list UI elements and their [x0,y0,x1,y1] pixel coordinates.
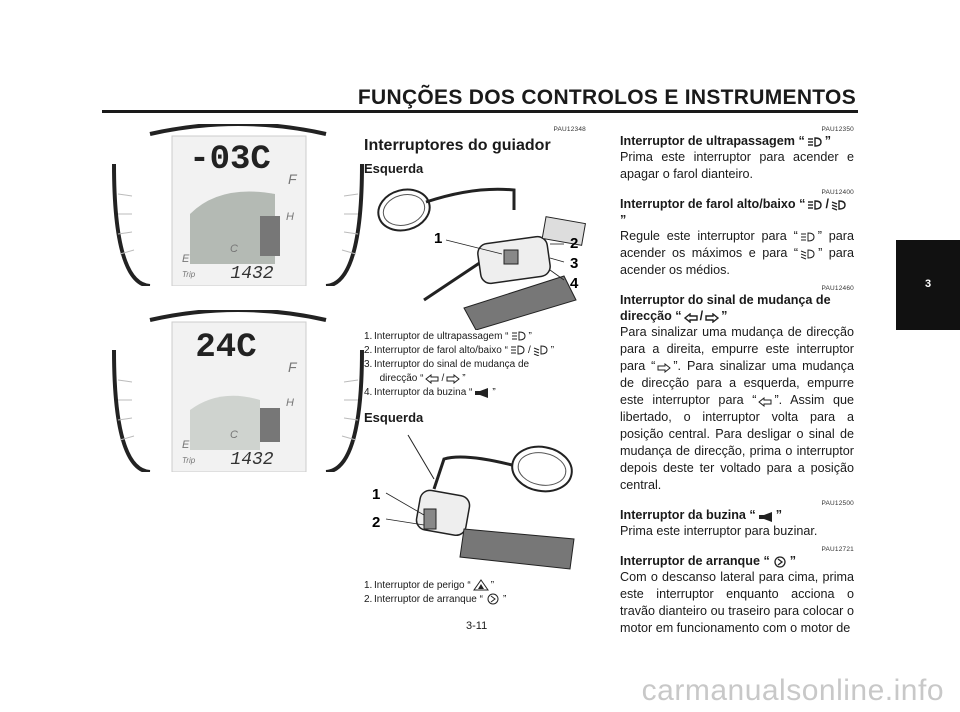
block-title: Interruptor de farol alto/baixo “ /” [620,196,854,228]
turn-right-icon [705,313,719,323]
low-beam-icon [800,248,816,260]
temperature-readout: -03C [189,141,271,179]
temp-cold-label: C [230,429,238,441]
horn-icon [758,512,774,522]
low-beam-icon [831,199,847,211]
right-handlebar-figure [364,429,586,579]
block-title: Interruptor da buzina “ ” [620,508,783,522]
block-body: Prima este interruptor para buzinar. [620,524,818,538]
block-title: Interruptor de ultrapassagem “ ” [620,134,832,148]
left-switches-title: Esquerda [364,161,424,176]
high-beam-icon [807,199,823,211]
headlight-flash-icon [807,136,823,148]
trip-label: Trip [182,456,196,465]
block-title: Interruptor de arranque “ ” [620,554,797,568]
block-body: Regule este interruptor para “ ” para acender os máximos e para “ ” para acender os médios. [620,229,854,277]
horn-switch-block [620,500,854,540]
high-beam-icon [800,231,816,243]
header-rule [102,110,858,113]
trip-value: 1432 [230,450,274,470]
trip-value: 1432 [230,264,274,284]
start-icon [772,556,788,568]
block-title: Interruptor do sinal de mudança de direcção “ / ” [620,293,831,323]
caption-item: 2. Interruptor de farol alto/baixo “ / ” [364,345,555,356]
callout-1: 1 [372,486,381,503]
handlebar-switches-section [364,126,586,607]
turn-right-icon [657,363,671,373]
block-code: PAU12400 [821,189,854,196]
turn-left-icon [425,374,439,384]
start-icon [485,593,501,605]
hazard-icon [473,579,489,591]
callout-4: 4 [570,275,579,292]
callout-2: 2 [372,514,381,531]
turn-signal-block [620,285,854,494]
horn-icon [474,388,490,398]
dimmer-switch-block [620,189,854,279]
left-handlebar-figure [364,180,586,330]
callout-2: 2 [570,235,579,252]
headlight-flash-icon [511,330,527,342]
block-body: Com o descanso lateral para cima, prima este interruptor enquanto acciona o travão dianteiro ou traseiro para colocar o motor em funcionamento com o motor de [620,570,854,635]
turn-left-icon [758,397,772,407]
section-code: PAU12348 [553,126,586,133]
figure1-captions [364,330,586,400]
right-switches-title: Esquerda [364,410,424,425]
caption-item: 1. Interruptor de ultrapassagem “ ” [364,331,532,342]
switch-descriptions [620,126,854,643]
watermark: carmanualsonline.info [641,674,944,707]
dashboard-illustration-top [110,124,366,286]
callout-1: 1 [434,230,443,247]
temp-hot-label: H [286,211,294,223]
page-number: 3-11 [466,620,488,632]
turn-right-icon [446,374,460,384]
fuel-full-label: F [288,359,297,375]
fuel-empty-label: E [182,253,190,265]
chapter-tab [896,240,960,330]
block-code: PAU12350 [821,126,854,133]
temp-cold-label: C [230,243,238,255]
temperature-readout: 24C [195,329,257,367]
trip-label: Trip [182,270,196,279]
high-beam-icon [510,344,526,356]
caption-item: 2. Interruptor de arranque “ ” [364,594,507,605]
block-code: PAU12500 [821,500,854,507]
low-beam-icon [533,344,549,356]
start-switch-block [620,546,854,637]
block-code: PAU12721 [821,546,854,553]
fuel-empty-label: E [182,439,190,451]
caption-item: 3. Interruptor do sinal de mudança de direcção “ / ” [364,359,530,384]
block-body: Para sinalizar uma mudança de direcção para a direita, empurre este interruptor para “ ”. Para sinalizar uma mudança de direcção para a esquerda, empurre este interruptor para “ ”. Assim que libertado, o interruptor volta para a posição central. Para desligar o sinal de mudança de direcção, prima o interruptor depois deste ter voltado para a posição central. [620,325,854,492]
page-header-title: FUNÇÕES DOS CONTROLOS E INSTRUMENTOS [357,86,856,109]
turn-left-icon [684,313,698,323]
caption-item: 4. Interruptor da buzina “ ” [364,387,496,398]
section-title: Interruptores do guiador [364,137,551,154]
pass-switch-block [620,126,854,183]
figure2-captions [364,579,586,607]
block-body: Prima este interruptor para acender e apagar o farol dianteiro. [620,150,854,181]
chapter-number: 3 [924,278,932,290]
temp-hot-label: H [286,397,294,409]
block-code: PAU12460 [821,285,854,292]
callout-3: 3 [570,255,579,272]
dashboard-illustration-bottom [110,310,366,472]
caption-item: 1. Interruptor de perigo “ ” [364,580,495,591]
fuel-full-label: F [288,171,297,187]
